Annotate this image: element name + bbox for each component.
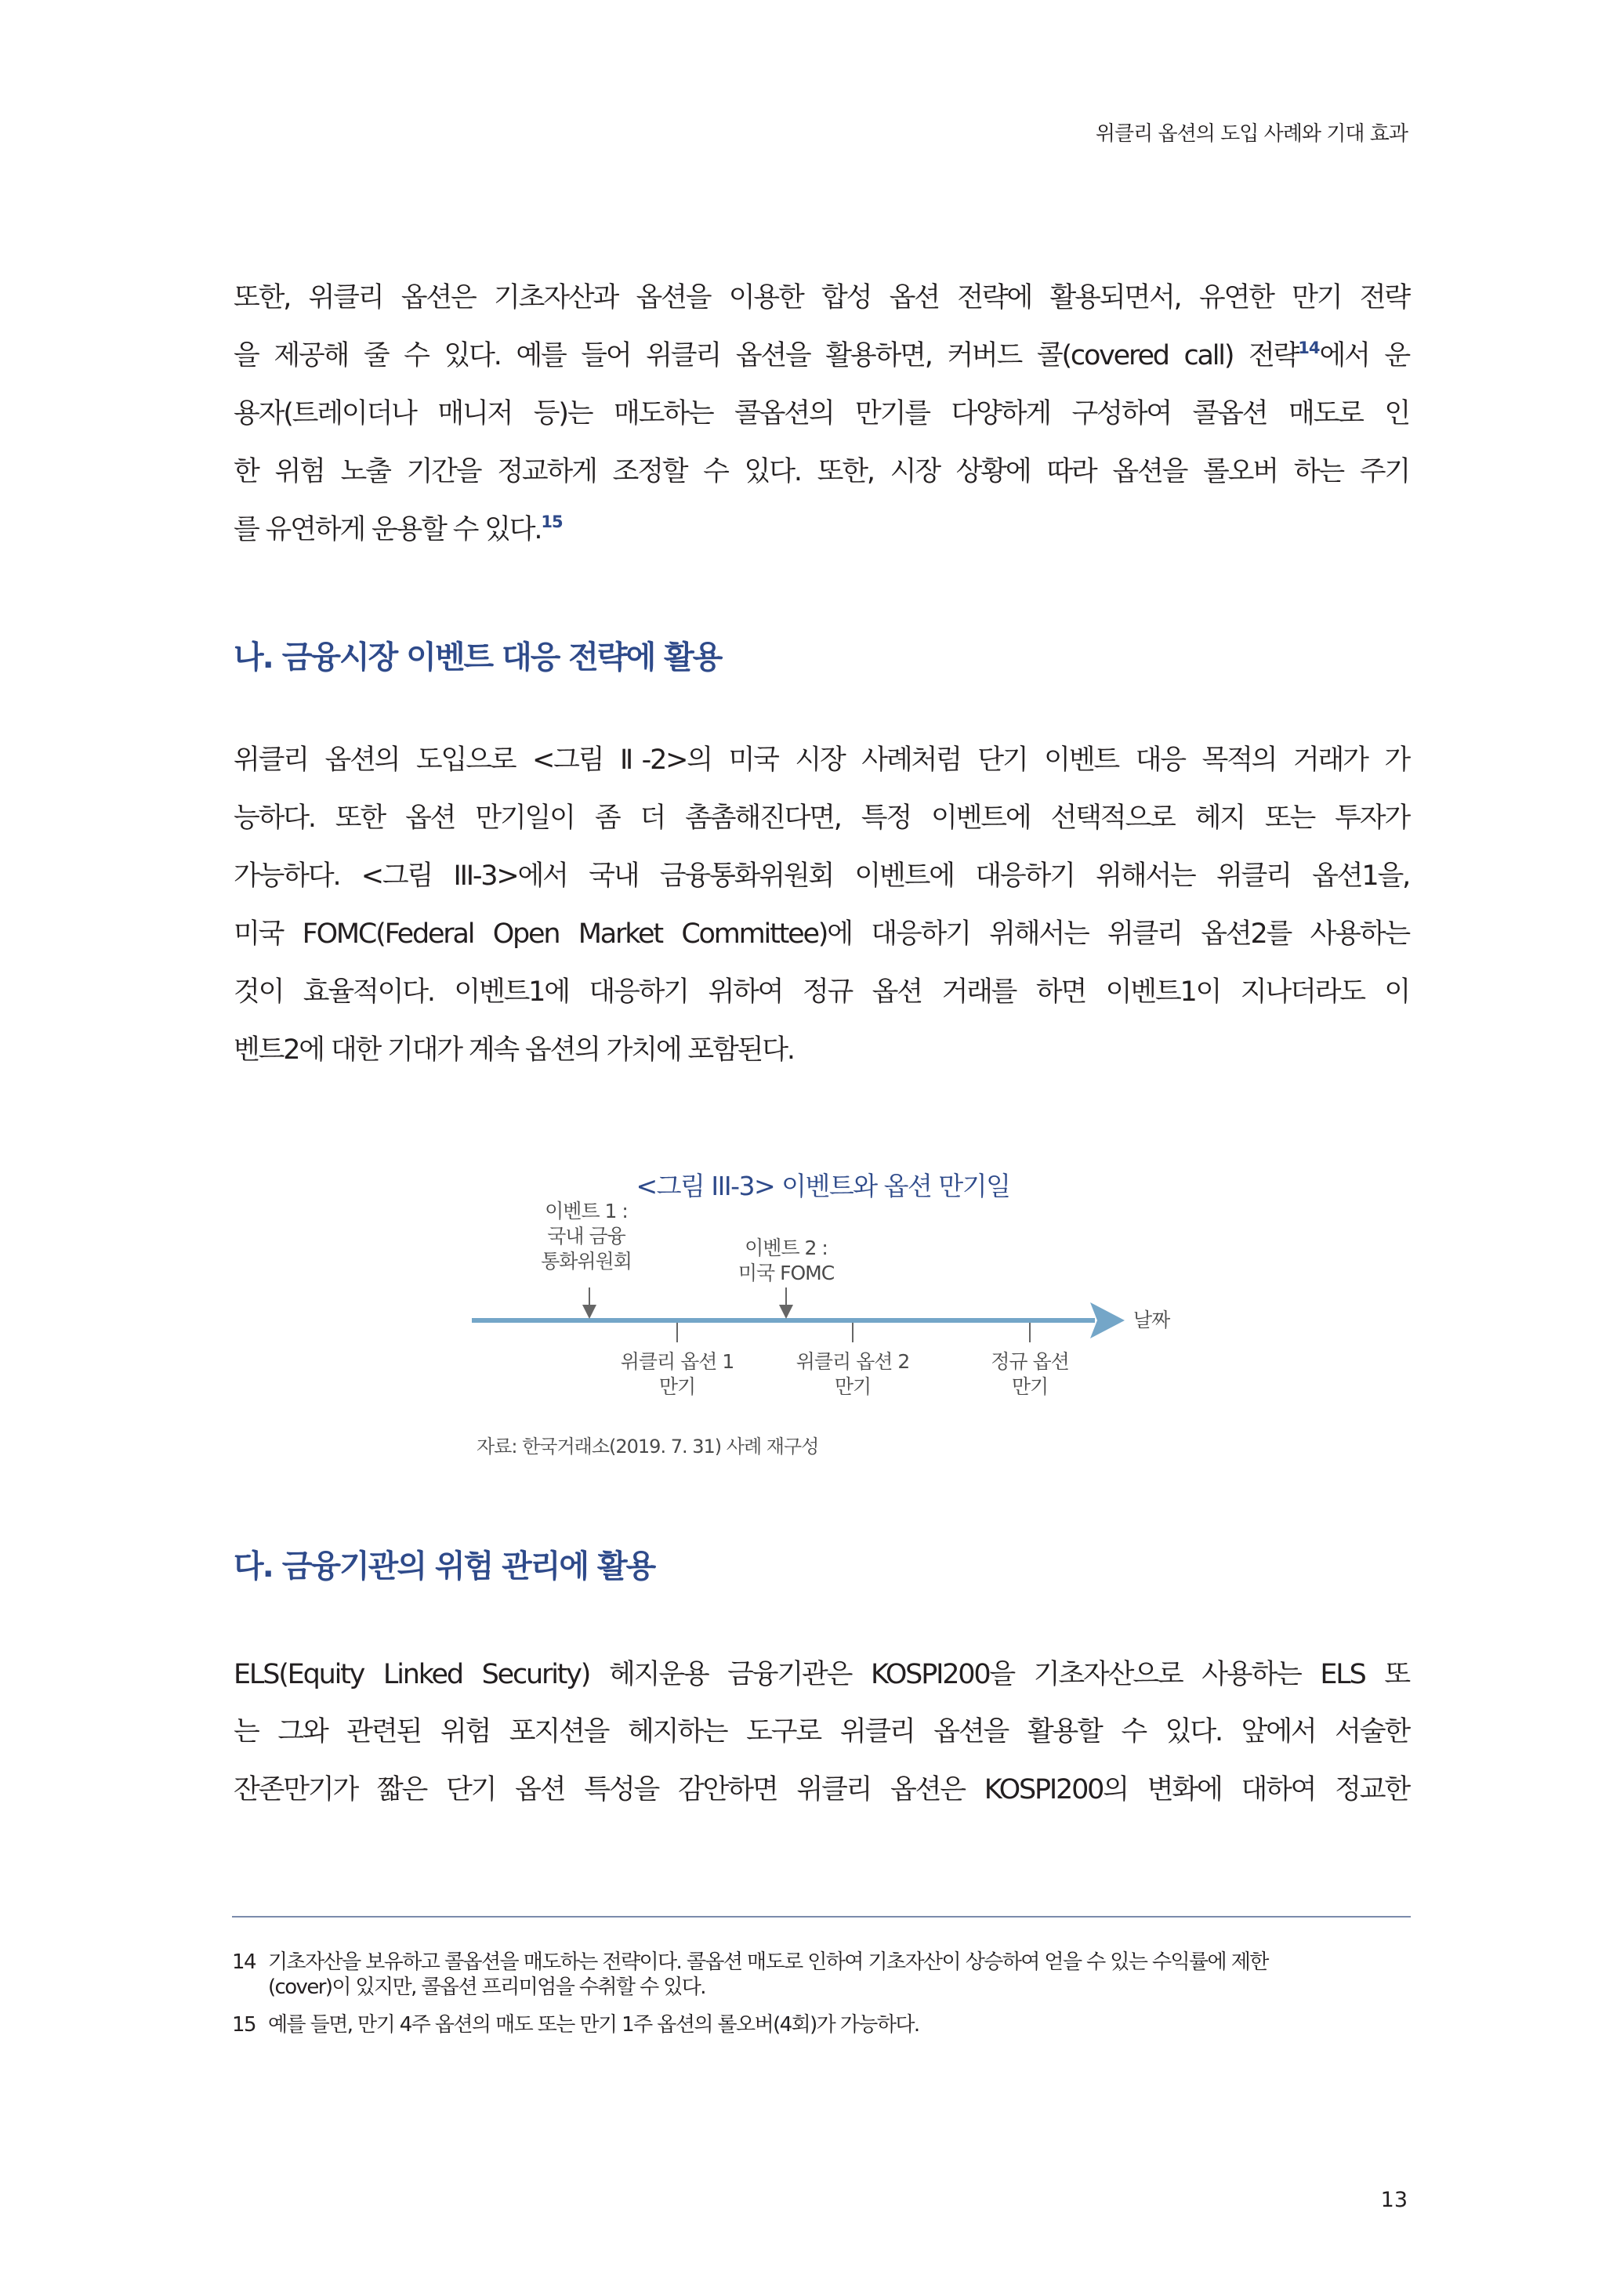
- timeline-arrowhead-icon: [1090, 1302, 1125, 1338]
- timeline-axis: [472, 1318, 1095, 1323]
- event-1-label: 이벤트 1 : 국내 금융 통화위원회: [541, 1200, 632, 1273]
- expiry-label-regular: 정규 옵션 만기: [991, 1350, 1069, 1398]
- paragraph-line: 것이 효율적이다. 이벤트1에 대응하기 위하여 정규 옵션 거래를 하면 이벤트1이 지나더라도 이: [234, 976, 1409, 1008]
- running-head: 위클리 옵션의 도입 사례와 기대 효과: [1095, 122, 1408, 146]
- section-heading-da: 다. 금융기관의 위험 관리에 활용: [234, 1548, 655, 1584]
- paragraph-line: ELS(Equity Linked Security) 헤지운용 금융기관은 KOSPI200을 기초자산으로 사용하는 ELS 또: [234, 1659, 1409, 1690]
- footnote-number: 14: [232, 1950, 256, 1974]
- figure-source: 자료: 한국거래소(2019. 7. 31) 사례 재구성: [477, 1436, 819, 1458]
- footnote-15: 15 예를 들면, 만기 4주 옵션의 매도 또는 만기 1주 옵션의 롤오버(4회)가 가능하다.: [232, 2013, 919, 2037]
- footnote-ref-15[interactable]: 15: [541, 512, 563, 531]
- paragraph-line: 가능하다. <그림 III-3>에서 국내 금융통화위원회 이벤트에 대응하기 위해서는 위클리 옵션1을,: [234, 860, 1409, 892]
- expiry-label-weekly-1: 위클리 옵션 1 만기: [620, 1350, 734, 1398]
- footnote-14: 14 기초자산을 보유하고 콜옵션을 매도하는 전략이다. 콜옵션 매도로 인하여 기초자산이 상승하여 얻을 수 있는 수익률에 제한 (cover)이 있지만, 콜옵션 프리미엄을 수취할 수 있다.: [232, 1950, 1268, 1999]
- paragraph-line: 용자(트레이더나 매니저 등)는 매도하는 콜옵션의 만기를 다양하게 구성하여 콜옵션 매도로 인: [234, 398, 1409, 429]
- paragraph-line: 미국 FOMC(Federal Open Market Committee)에 대응하기 위해서는 위클리 옵션2를 사용하는: [234, 918, 1409, 950]
- expiry-label-weekly-2: 위클리 옵션 2 만기: [796, 1350, 910, 1398]
- paragraph-line: 는 그와 관련된 위험 포지션을 헤지하는 도구로 위클리 옵션을 활용할 수 있다. 앞에서 서술한: [234, 1716, 1409, 1747]
- axis-label: 날짜: [1133, 1309, 1170, 1331]
- section-heading-na: 나. 금융시장 이벤트 대응 전략에 활용: [234, 639, 722, 675]
- paragraph-line: 또한, 위클리 옵션은 기초자산과 옵션을 이용한 합성 옵션 전략에 활용되면서, 유연한 만기 전략: [234, 282, 1409, 313]
- event-1-arrow-icon: [582, 1287, 596, 1319]
- footnote-ref-14[interactable]: 14: [1298, 339, 1320, 357]
- event-2-arrow-icon: [779, 1287, 793, 1319]
- paragraph-line: 잔존만기가 짧은 단기 옵션 특성을 감안하면 위클리 옵션은 KOSPI200의 변화에 대하여 정교한: [234, 1774, 1409, 1805]
- paragraph-line: 을 제공해 줄 수 있다. 예를 들어 위클리 옵션을 활용하면, 커버드 콜(covered call) 전략$^{14}$에서 운: [234, 339, 1409, 371]
- paragraph-line: 벤트2에 대한 기대가 계속 옵션의 가치에 포함된다.: [234, 1034, 794, 1066]
- paragraph-line: 한 위험 노출 기간을 정교하게 조정할 수 있다. 또한, 시장 상황에 따라 옵션을 롤오버 하는 주기: [234, 456, 1409, 487]
- paragraph-line: 위클리 옵션의 도입으로 <그림 Ⅱ-2>의 미국 시장 사례처럼 단기 이벤트 대응 목적의 거래가 가: [234, 744, 1409, 776]
- paragraph-line: 를 유연하게 운용할 수 있다.$^{15}$: [234, 512, 563, 545]
- paragraph-line: 능하다. 또한 옵션 만기일이 좀 더 촘촘해진다면, 특정 이벤트에 선택적으로 헤지 또는 투자가: [234, 802, 1409, 834]
- footnote-number: 15: [232, 2013, 256, 2037]
- page-number: 13: [1380, 2188, 1408, 2212]
- footnote-divider: [232, 1916, 1411, 1918]
- event-2-label: 이벤트 2 : 미국 FOMC: [738, 1237, 835, 1284]
- figure-title: <그림 III-3> 이벤트와 옵션 만기일: [636, 1171, 1010, 1201]
